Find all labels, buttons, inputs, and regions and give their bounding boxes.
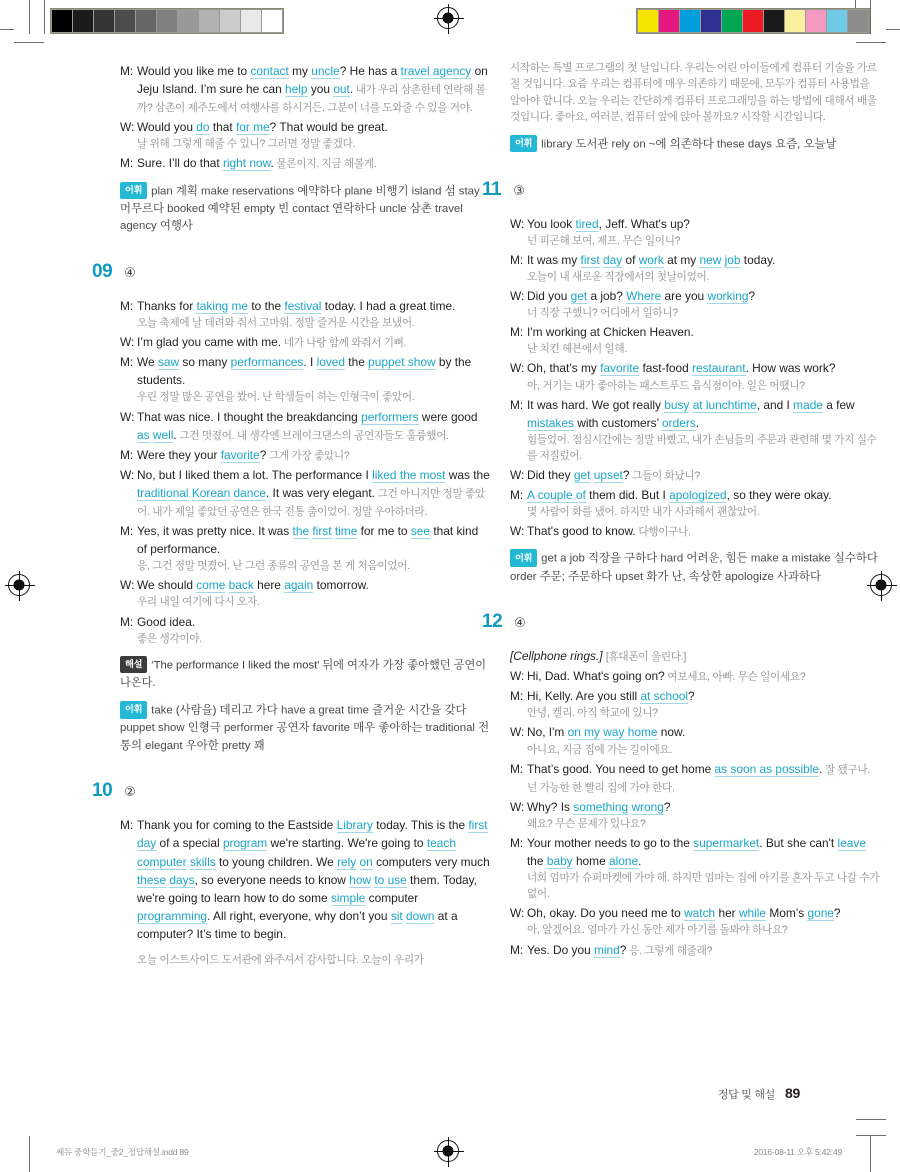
speaker-label: W: [510,289,525,304]
speaker-label: M: [120,298,134,313]
question-header-10 [92,777,490,806]
korean-gloss: 네가 나랑 함께 와줘서 기뻐. [281,337,407,350]
utterance-text: No, I'm on my way home now. 아니요, 지금 집에 가는 길이에요. [527,723,880,757]
korean-gloss: 아, 거기는 내가 좋아하는 패스트푸드 음식점이야. 일은 어땠니? [527,379,805,392]
utterance-text: Would you do that for me? That would be great. 날 위해 그렇게 해줄 수 있니? 그러면 정말 좋겠다. [137,118,490,152]
script-line [120,446,490,464]
script-q10 [120,816,490,943]
script-line [120,522,490,574]
color-swatch-3 [115,10,135,32]
speaker-label: M: [120,64,134,78]
script-q12 [510,667,880,959]
page-content [0,60,900,1100]
speaker-label: W: [120,467,135,482]
stage-direction-ko: [휴대폰이 울린다.] [605,651,686,664]
color-swatch-4 [722,10,742,32]
color-swatch-1 [73,10,93,32]
script-line [120,333,490,351]
speaker-label: M: [510,397,524,412]
script-line [120,576,490,610]
speaker-label: M: [120,614,134,629]
speaker-label: M: [510,761,524,776]
script-line [120,62,490,116]
crop-mark-bottom-right-v [870,1136,871,1172]
utterance-text: No, but I liked them a lot. The performance I liked the most was the traditional Korean dance. It was very elegant. 그건 아니지만 정말 좋았어. 내가 제일 좋았던 공연은 한국 전통 춤이었어. 정말 우아하더라. [137,467,490,518]
color-swatch-6 [178,10,198,32]
vocab-note-text: library 도서관 rely on ~에 의존하다 these days 요즘, 오늘날 [541,138,837,151]
question-answer-11: ③ [513,182,525,198]
color-swatch-1 [659,10,679,32]
utterance-text: Did they get upset? 그들이 화났니? [527,467,700,482]
korean-gloss: 우린 정말 많은 공연을 봤어. 난 학생들이 하는 인형극이 좋았어. [137,391,415,404]
script-line [510,251,880,285]
color-swatch-8 [806,10,826,32]
korean-gloss: 물론이지. 지금 해볼게. [273,158,377,171]
utterance-text: Hi, Kelly. Are you still at school? 안녕, 켈리. 아직 학교에 있니? [527,687,880,721]
script-line [120,408,490,444]
script-line [510,667,880,685]
script-q11 [510,215,880,541]
korean-gloss: 힘들었어. 점심시간에는 정말 바빴고, 내가 손님들의 주문과 관련해 몇 가지 실수를 저질렀어. [527,433,877,462]
registration-target-icon-bottom [437,1140,459,1162]
question-number-12: 12 [482,611,503,633]
script-line [510,486,880,520]
question-answer-10: ② [124,784,136,800]
speaker-label: W: [510,216,525,231]
utterance-text: Oh, that’s my favorite fast-food restaurant. How was work? 아, 거기는 내가 좋아하는 패스트푸드 음식점이야. 일은 어땠니? [527,359,880,393]
script-line [120,466,490,520]
korean-gloss: 내가 우리 삼촌한테 연락해 볼까? 삼촌이 제주도에서 여행사를 하시거든. 그분이 너를 도와줄 수 있을 거야. [137,84,486,115]
utterance-text: Sure. I’ll do that right now. 물론이지. 지금 해볼게. [137,156,377,171]
speaker-label: W: [120,335,135,350]
script-line [510,687,880,721]
speaker-label: M: [510,942,524,957]
question-answer-12: ④ [514,615,526,631]
utterance-text: A couple of them did. But I apologized, so they were okay. 몇 사람이 화를 냈어. 하지만 내가 사과해서 괜찮았어. [527,486,880,520]
page-footer [718,1085,800,1102]
speaker-label: M: [510,689,524,704]
utterance-text: I’m glad you came with me. 네가 나랑 함께 와줘서 기뻐. [137,335,407,350]
color-swatch-10 [262,10,282,32]
color-swatch-8 [220,10,240,32]
speaker-label: M: [120,156,134,171]
speaker-label: M: [510,325,524,340]
script-line [120,816,490,943]
question-number-09: 09 [92,261,113,283]
korean-gloss: 다행이구나. [635,526,691,539]
vocab-badge: 어휘 [120,701,147,719]
color-swatch-9 [827,10,847,32]
color-swatch-7 [785,10,805,32]
utterance-text: Your mother needs to go to the supermarket. But she can't leave the baby home alone. 너희 엄마가 슈퍼마켓에 가야 해. 하지만 엄마는 집에 아기를 혼자 두고 나갈 수가 없어. [527,834,880,902]
utterance-text: It was my first day of work at my new job today. 오늘이 내 새로운 직장에서의 첫날이었어. [527,251,880,285]
color-calibration-bar [636,8,870,34]
speaker-label: M: [120,524,134,539]
utterance-text: That’s good. You need to get home as soon as possible. 잘 됐구나. 넌 가능한 한 빨리 집에 가야 한다. [527,761,870,794]
vocab-note-text: get a job 직장을 구하다 hard 어려운, 힘든 make a mistake 실수하다 order 주문; 주문하다 upset 화가 난, 속상한 apologize 사과하다 [510,552,878,583]
right-column [482,60,880,968]
speaker-label: M: [510,252,524,267]
korean-gloss: 좋은 생각이야. [137,632,202,645]
color-swatch-7 [199,10,219,32]
korean-gloss: 잘 됐구나. 넌 가능한 한 빨리 집에 가야 한다. [527,763,870,794]
crop-mark-top-right-h [886,29,900,30]
utterance-text: Oh, okay. Do you need me to watch her while Mom’s gone? 아, 알겠어요. 엄마가 가신 동안 제가 아기를 돌봐야 하나요? [527,904,880,938]
korean-gloss: 왜요? 무슨 문제가 있나요? [527,817,646,830]
script-q09 [120,297,490,647]
script-line [120,118,490,152]
utterance-text: It was hard. We got really busy at lunchtime, and I made a few mistakes with customers’ orders. 힘들었어. 점심시간에는 정말 바빴고, 내가 손님들의 주문과 관련해 몇 가지 실수를 저질렀어. [527,396,880,464]
korean-gloss: 그건 멋졌어. 내 생각엔 브레이크댄스의 공연자들도 훌륭했어. [176,429,449,442]
utterance-text: Good idea. 좋은 생각이야. [137,613,490,647]
vocab-note-q10 [510,135,880,154]
crop-mark-bottom-right-top-h [856,1119,886,1120]
utterance-text: We should come back here again tomorrow. 우리 내일 여기에 다시 오자. [137,576,490,610]
color-swatch-2 [94,10,114,32]
color-swatch-5 [743,10,763,32]
registration-target-icon-top [437,7,459,29]
korean-gloss: 오늘이 내 새로운 직장에서의 첫날이었어. [527,270,710,283]
explanation-badge: 해설 [120,656,147,674]
print-slug-filename: 쎄듀 중학듣기_중2_정답해설.indd 89 [56,1147,189,1157]
korean-gloss: 그건 아니지만 정말 좋았어. 내가 제일 좋았던 공연은 한국 전통 춤이었어. 정말 우아하더라. [137,487,485,518]
korean-translation-q10-part1: 오늘 이스트사이드 도서관에 와주셔서 감사합니다. 오늘이 우리가 [137,954,424,966]
question-header-09 [92,258,490,287]
korean-gloss: 오늘 축제에 날 데려와 줘서 고마워. 정말 즐거운 시간을 보냈어. [137,317,415,330]
script-line [510,723,880,757]
two-column-layout [0,60,900,968]
color-swatch-3 [701,10,721,32]
utterance-text: Thanks for taking me to the festival today. I had a great time. 오늘 축제에 날 데려와 줘서 고마워. 정말 즐거운 시간을 보냈어. [137,297,490,331]
speaker-label: W: [510,524,525,539]
crop-mark-top-left-h [0,29,14,30]
color-swatch-9 [241,10,261,32]
korean-gloss: 몇 사람이 화를 냈어. 하지만 내가 사과해서 괜찮았어. [527,506,760,519]
crop-mark-right-lower-h [856,42,886,43]
utterance-text: I'm working at Chicken Heaven. 난 치킨 헤븐에서 일해. [527,323,880,357]
crop-mark-left-lower-h [14,42,44,43]
color-swatch-10 [848,10,868,32]
script-line [510,834,880,902]
korean-gloss: 너희 엄마가 슈퍼마켓에 가야 해. 하지만 엄마는 집에 아기를 혼자 두고 나갈 수가 없어. [527,872,880,901]
vocab-badge: 어휘 [510,549,537,567]
korean-gloss: 아니요, 지금 집에 가는 길이에요. [527,743,672,756]
speaker-label: W: [510,361,525,376]
grayscale-calibration-bar [50,8,284,34]
utterance-text: Yes. Do you mind? 응. 그렇게 해줄래? [527,942,713,957]
speaker-label: M: [120,818,134,833]
script-line [510,522,880,540]
crop-mark-top-left-v [29,0,30,34]
utterance-text: We saw so many performances. I loved the puppet show by the students. 우린 정말 많은 공연을 봤어. 난 학생들이 하는 인형극이 좋았어. [137,353,490,405]
left-column [92,60,490,968]
color-swatch-0 [638,10,658,32]
speaker-label: W: [510,467,525,482]
utterance-text: Hi, Dad. What's going on? 여보세요, 아빠. 무슨 일이세요? [527,669,806,684]
utterance-text: Yes, it was pretty nice. It was the first time for me to see that kind of performance. 응, 그건 정말 멋졌어. 난 그런 종류의 공연을 본 게 처음이었어. [137,522,490,574]
script-line [510,760,880,796]
utterance-text: Thank you for coming to the Eastside Library today. This is the first day of a special program we're starting. We're going to teach computer skills to young children. We rely on computers very much these days, so everyone needs to know how to use them. Today, we're going to learn how to do some simple computer programming. All right, everyone, why don’t you sit down at a computer? It’s time to begin. [137,818,490,941]
script-line [120,353,490,405]
utterance-text: Why? Is something wrong? 왜요? 무슨 문제가 있나요? [527,798,880,832]
stage-direction-en: [Cellphone rings.] [510,649,603,664]
utterance-text: Would you like me to contact my uncle? He has a travel agency on Jeju Island. I’m sure he can help you out. 내가 우리 삼촌한테 연락해 볼까? 삼촌이 제주도에서 여행사를 하시거든. 그분이 너를 도와줄 수 있을 거야. [137,64,488,115]
vocab-badge: 어휘 [510,135,537,153]
speaker-label: M: [510,836,524,851]
script-line [510,941,880,959]
vocab-note-q11 [510,549,880,586]
script-line [510,396,880,464]
script-line [120,154,490,172]
vocab-note-text: plan 계획 make reservations 예약하다 plane 비행기 island 섬 stay 머무르다 booked 예약된 empty 빈 contact 연락하다 uncle 삼촌 travel agency 여행사 [120,185,480,233]
question-header-12 [482,608,880,637]
korean-translation-q10-part2: 시작하는 특별 프로그램의 첫 날입니다. 우리는 어린 아이들에게 컴퓨터 기술을 가르칠 것입니다. 요즘 우리는 컴퓨터에 매우 의존하기 때문에, 모두가 컴퓨터 사용법을 알아야 합니다. 오늘 우리는 간단하게 컴퓨터 프로그래밍을 하는 방법에 대해서 배울 것입니다. 좋아요, 여러분, 컴퓨터 앞에 앉아 볼까요? 시작할 시간입니다. [510,62,877,124]
korean-gloss: 안녕, 켈리. 아직 학교에 있니? [527,707,658,720]
korean-gloss: 그게 가장 좋았니? [266,449,350,462]
utterance-text: That was nice. I thought the breakdancing performers were good as well. 그건 멋졌어. 내 생각엔 브레이크댄스의 공연자들도 훌륭했어. [137,409,478,442]
speaker-label: W: [510,725,525,740]
utterance-text: Did you get a job? Where are you working? 너 직장 구했니? 어디에서 일하니? [527,287,880,321]
question-number-10: 10 [92,780,113,802]
question-answer-09: ④ [124,265,136,281]
explanation-note-q09 [120,656,490,692]
speaker-label: W: [120,578,135,593]
speaker-label: M: [510,488,524,503]
script-line [510,323,880,357]
korean-gloss: 날 위해 그렇게 해줄 수 있니? 그러면 정말 좋겠다. [137,138,356,151]
question-number-11: 11 [482,178,502,200]
utterance-text: You look tired, Jeff. What's up? 넌 피곤해 보여, 제프. 무슨 일이니? [527,215,880,249]
script-line [120,297,490,331]
vocab-note-q08 [120,182,490,237]
speaker-label: W: [510,669,525,684]
color-swatch-2 [680,10,700,32]
korean-gloss: 넌 피곤해 보여, 제프. 무슨 일이니? [527,234,681,247]
vocab-note-q09 [120,701,490,756]
vocab-badge: 어휘 [120,182,147,200]
speaker-label: W: [120,409,135,424]
page-footer-label: 정답 및 해설 [717,1089,776,1101]
crop-mark-left-inner-v [44,0,45,34]
crop-mark-bottom-left-v [29,1136,30,1172]
korean-gloss: 우리 내일 여기에 다시 오자. [137,596,260,609]
color-swatch-0 [52,10,72,32]
print-slug-timestamp: 2016-08-11 오후 5:42:49 [753,1147,842,1157]
color-swatch-5 [157,10,177,32]
script-line [510,359,880,393]
script-line [510,466,880,484]
speaker-label: W: [510,906,525,921]
question-header-11 [482,176,880,205]
script-line [510,287,880,321]
speaker-label: M: [120,355,134,370]
script-line [510,904,880,938]
page-number: 89 [785,1085,800,1101]
utterance-text: Were they your favorite? 그게 가장 좋았니? [137,447,350,462]
script-line [120,613,490,647]
speaker-label: W: [120,120,135,135]
korean-gloss: 응. 그렇게 해줄래? [626,944,713,957]
korean-gloss: 아, 알겠어요. 엄마가 가신 동안 제가 아기를 돌봐야 하나요? [527,924,788,937]
korean-gloss: 응, 그건 정말 멋졌어. 난 그런 종류의 공연을 본 게 처음이었어. [137,560,410,573]
speaker-label: M: [120,447,134,462]
explanation-text: ‘The performance I liked the most’ 뒤에 여자가 가장 좋아했던 공연이 나온다. [120,659,487,689]
crop-mark-bottom-right-h [856,1135,886,1136]
vocab-note-text: take (사람을) 데리고 가다 have a great time 즐거운 시간을 갖다 puppet show 인형극 performer 공연자 favorite 매우 좋아하는 traditional 전통의 elegant 우아한 pretty 꽤 [120,704,490,752]
stage-direction-q12 [510,647,880,665]
korean-gloss: 여보세요, 아빠. 무슨 일이세요? [664,671,806,684]
color-swatch-6 [764,10,784,32]
korean-gloss: 난 치킨 헤븐에서 일해. [527,343,627,356]
utterance-text: That's good to know. 다행이구나. [527,524,691,539]
crop-mark-top-right-v [870,0,871,34]
korean-gloss: 그들이 화났니? [629,469,700,482]
script-line [510,215,880,249]
color-swatch-4 [136,10,156,32]
korean-gloss: 너 직장 구했니? 어디에서 일하니? [527,307,678,320]
continued-script-q08 [120,62,490,173]
speaker-label: W: [510,799,525,814]
script-line [510,798,880,832]
